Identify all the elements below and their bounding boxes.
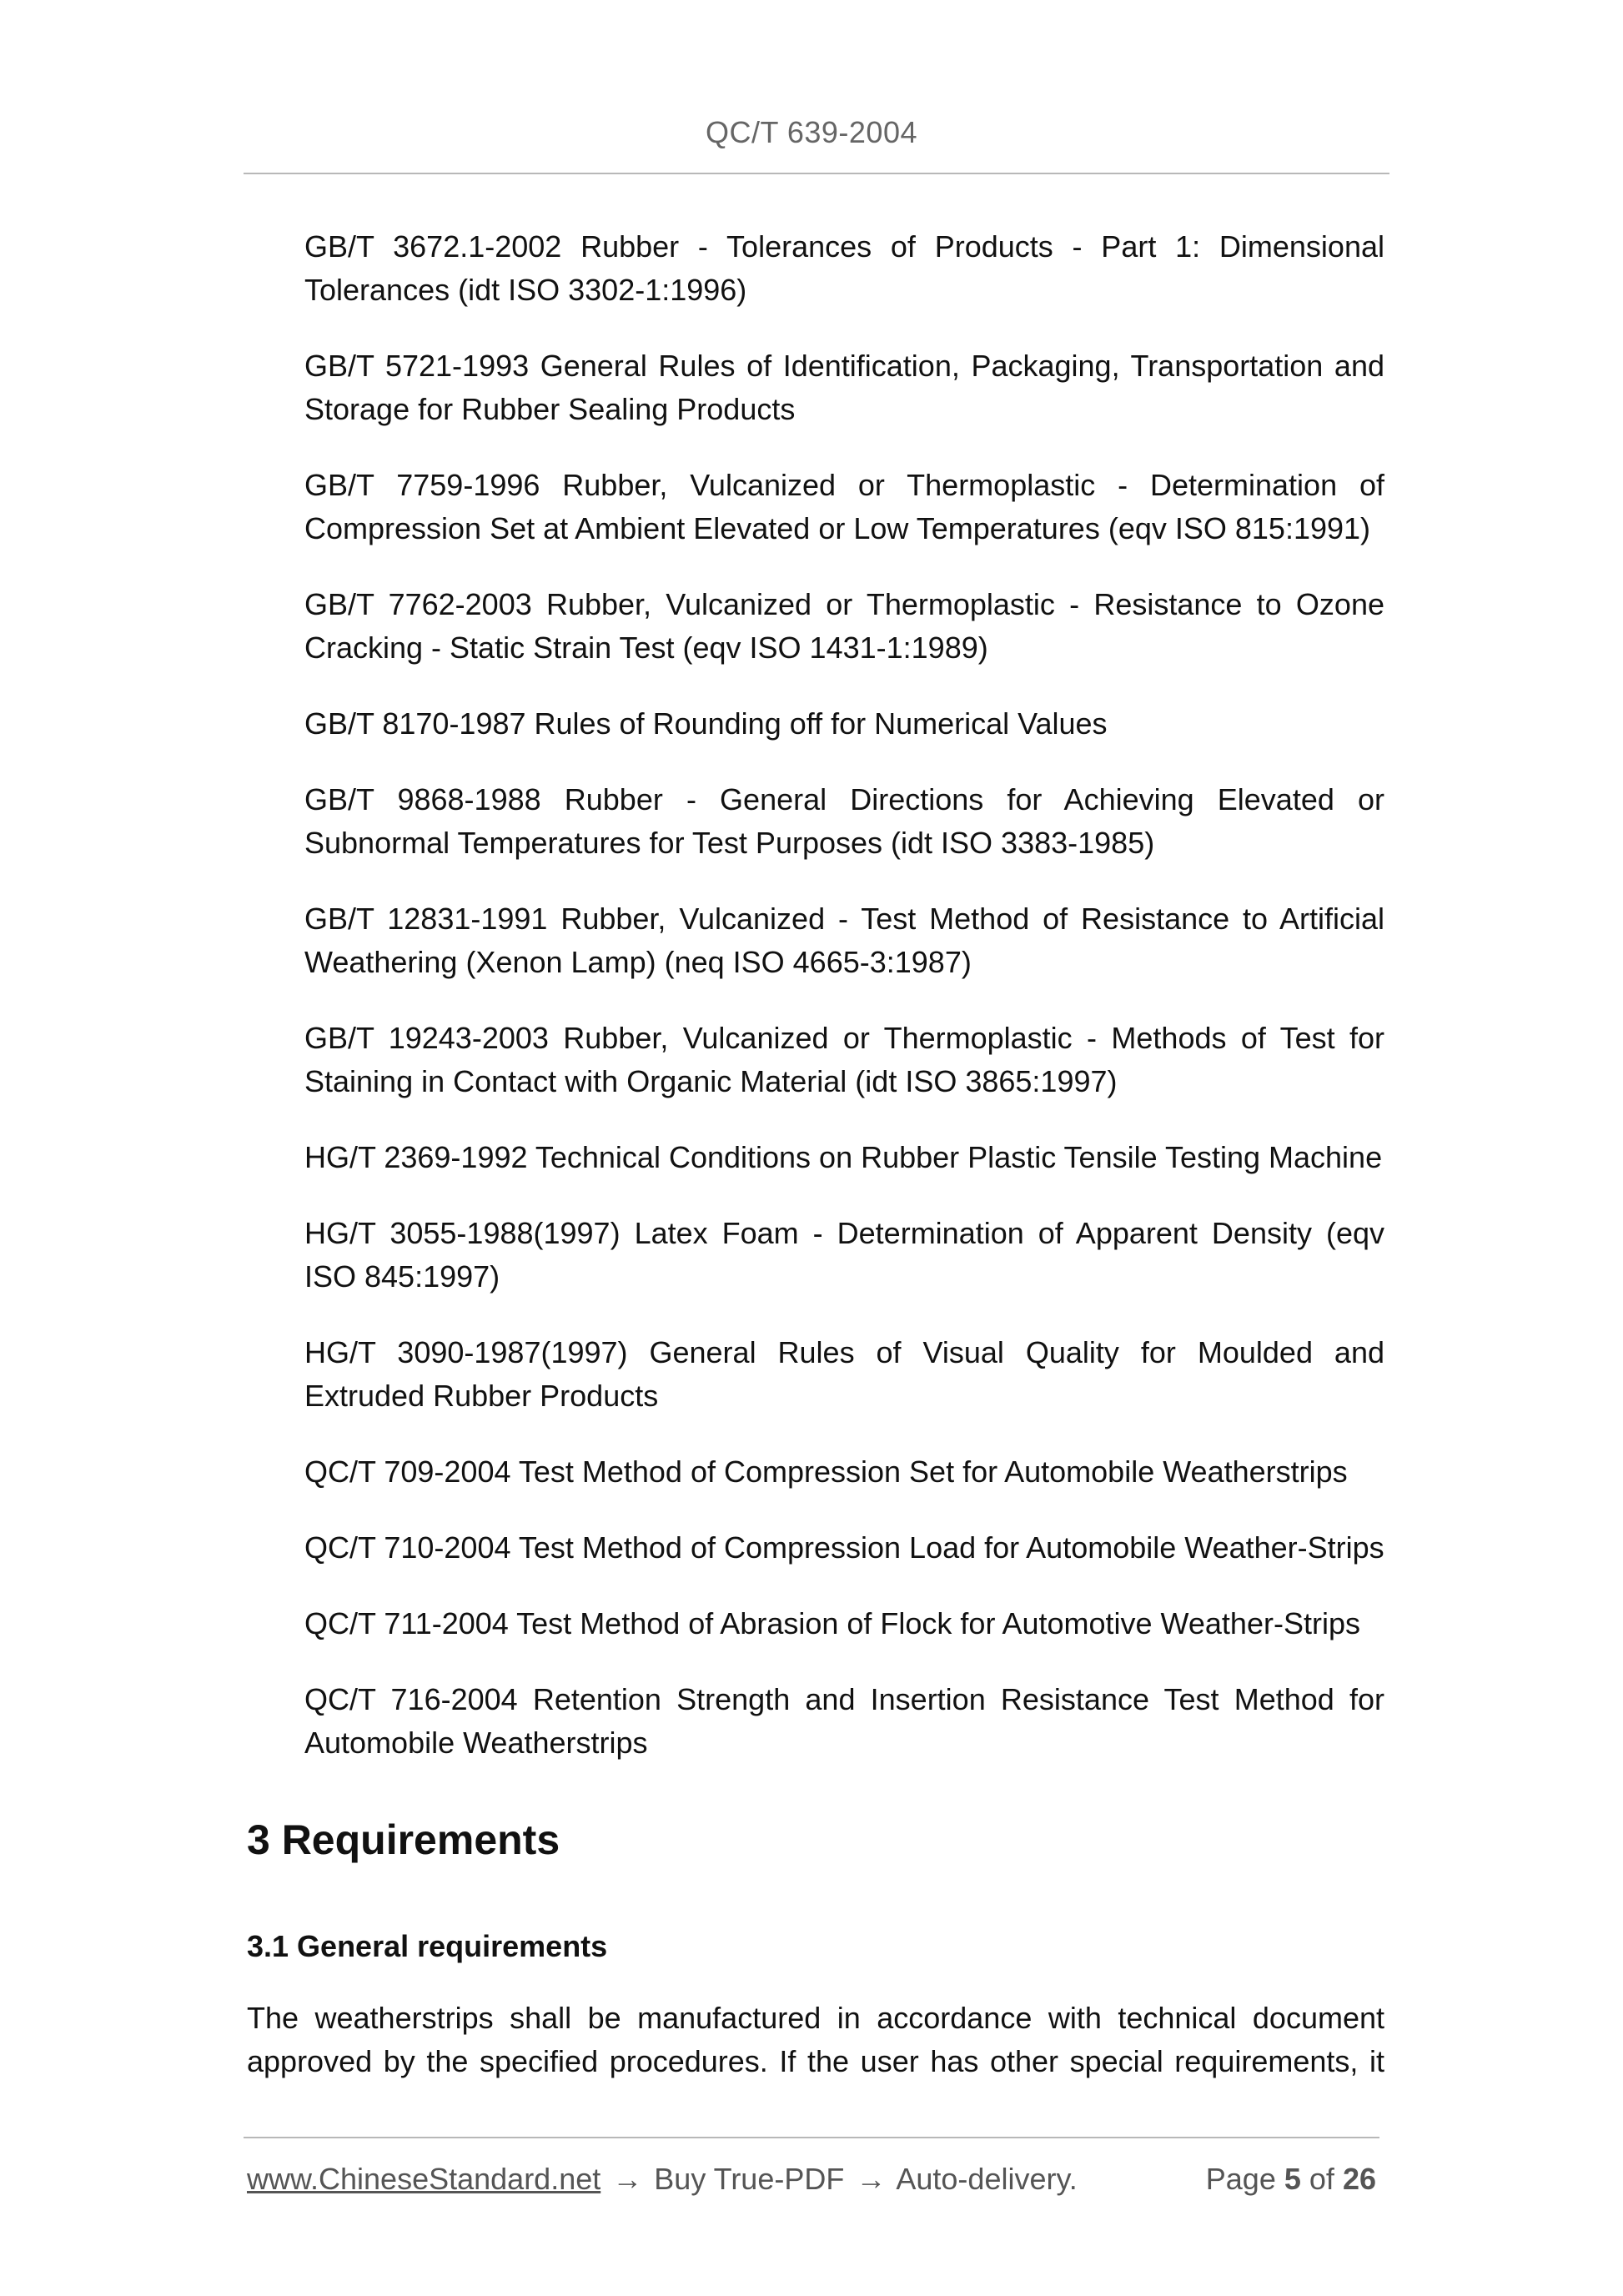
delivery-text: Auto-delivery. xyxy=(896,2162,1078,2196)
body-paragraph: The weatherstrips shall be manufactured in accordance with technical document approved by the specified procedures. If the user has other special requirements, it xyxy=(247,2001,1384,2078)
page-footer xyxy=(247,2158,1379,2200)
of-label: of xyxy=(1309,2162,1334,2196)
subsection-heading: 3.1 General requirements xyxy=(247,1929,608,1963)
document-code: QC/T 639-2004 xyxy=(706,115,917,149)
reference-item: QC/T 710-2004 Test Method of Compression Load for Automobile Weather-Strips xyxy=(304,1530,1384,1565)
normative-references-list xyxy=(304,225,1384,1797)
reference-item: GB/T 3672.1-2002 Rubber - Tolerances of Products - Part 1: Dimensional Tolerances (idt ISO 3302-1:1996) xyxy=(304,229,1384,307)
page-current: 5 xyxy=(1284,2162,1301,2196)
reference-item: HG/T 2369-1992 Technical Conditions on Rubber Plastic Tensile Testing Machine xyxy=(304,1140,1383,1174)
site-link[interactable]: www.ChineseStandard.net xyxy=(247,2162,601,2196)
reference-item: HG/T 3090-1987(1997) General Rules of Visual Quality for Moulded and Extruded Rubber Products xyxy=(304,1335,1384,1413)
reference-item: QC/T 709-2004 Test Method of Compression Set for Automobile Weatherstrips xyxy=(304,1454,1348,1489)
reference-item: GB/T 7759-1996 Rubber, Vulcanized or Thermoplastic - Determination of Compression Set at Ambient Elevated or Low Temperatures (eqv ISO 815:1991) xyxy=(304,468,1384,545)
reference-item: QC/T 711-2004 Test Method of Abrasion of Flock for Automotive Weather-Strips xyxy=(304,1606,1360,1640)
reference-item: GB/T 7762-2003 Rubber, Vulcanized or Thermoplastic - Resistance to Ozone Cracking - Static Strain Test (eqv ISO 1431-1:1989) xyxy=(304,587,1384,665)
footer-promo xyxy=(247,2158,1078,2200)
arrow-right-icon: → xyxy=(856,2162,887,2196)
page-label: Page xyxy=(1205,2162,1276,2196)
reference-item: GB/T 19243-2003 Rubber, Vulcanized or Thermoplastic - Methods of Test for Staining in Contact with Organic Material (idt ISO 3865:1997) xyxy=(304,1021,1384,1098)
buy-text: Buy True-PDF xyxy=(654,2162,845,2196)
page-number xyxy=(1206,2158,1376,2200)
arrow-right-icon: → xyxy=(612,2162,643,2196)
header-divider xyxy=(244,173,1389,174)
reference-item: GB/T 8170-1987 Rules of Rounding off for Numerical Values xyxy=(304,706,1108,741)
reference-item: GB/T 9868-1988 Rubber - General Directions for Achieving Elevated or Subnormal Temperatures for Test Purposes (idt ISO 3383-1985) xyxy=(304,782,1384,860)
page-total: 26 xyxy=(1342,2162,1376,2196)
reference-item: GB/T 12831-1991 Rubber, Vulcanized - Test Method of Resistance to Artificial Weathering (Xenon Lamp) (neq ISO 4665-3:1987) xyxy=(304,902,1384,979)
reference-item: GB/T 5721-1993 General Rules of Identification, Packaging, Transportation and Storage for Rubber Sealing Products xyxy=(304,349,1384,426)
reference-item: QC/T 716-2004 Retention Strength and Insertion Resistance Test Method for Automobile Weatherstrips xyxy=(304,1682,1384,1760)
reference-item: HG/T 3055-1988(1997) Latex Foam - Determination of Apparent Density (eqv ISO 845:1997) xyxy=(304,1216,1384,1294)
footer-divider xyxy=(244,2137,1379,2138)
section-heading: 3 Requirements xyxy=(247,1816,560,1863)
